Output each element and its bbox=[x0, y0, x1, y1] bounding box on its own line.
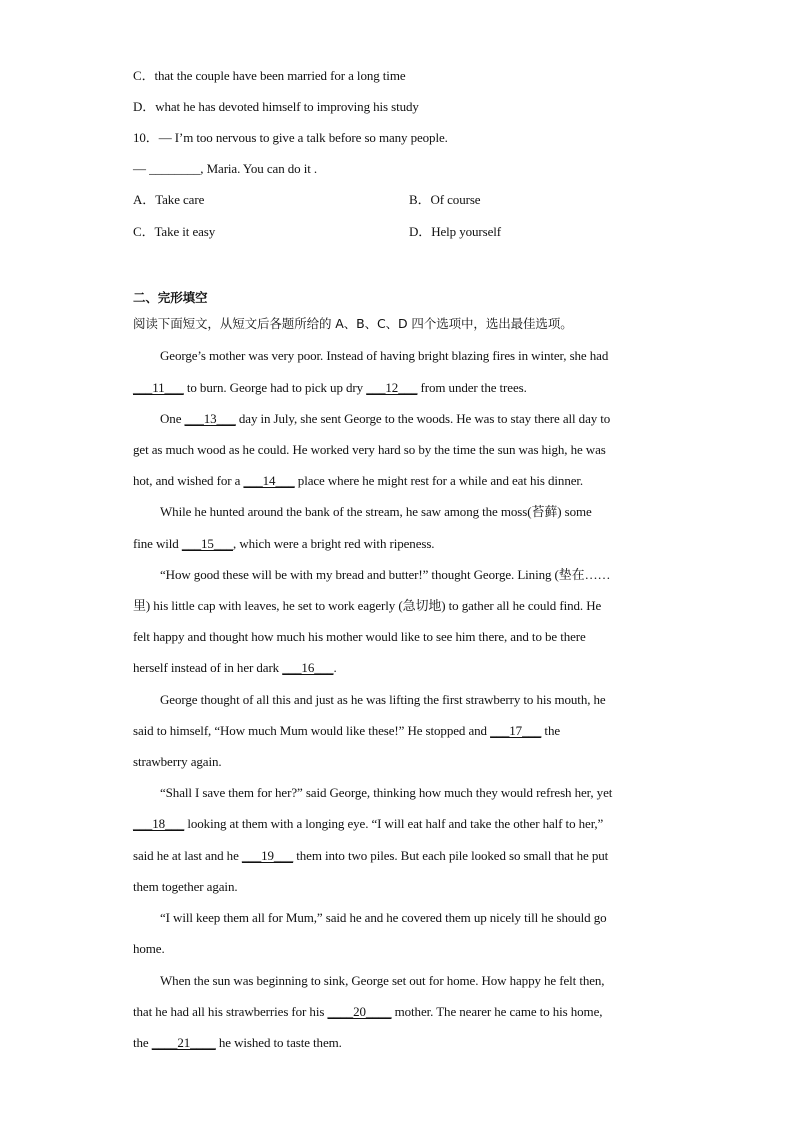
passage-line: “Shall I save them for her?” said George, thinking how much they would refresh her, yet bbox=[160, 785, 613, 800]
passage-line: When the sun was beginning to sink, George set out for home. How happy he felt then, bbox=[160, 973, 605, 988]
passage-line bbox=[133, 473, 583, 489]
passage-line: George’s mother was very poor. Instead of having bright blazing fires in winter, she had bbox=[160, 348, 609, 363]
passage-line bbox=[133, 723, 560, 739]
passage-text: the bbox=[541, 723, 561, 738]
passage-line: While he hunted around the bank of the stream, he saw among the moss(苔藓) some bbox=[160, 504, 592, 519]
blank-20: ____20____ bbox=[327, 1004, 392, 1019]
passage-text: from under the trees. bbox=[417, 380, 527, 395]
section-instruction: 阅读下面短文，从短文后各题所给的 A、B、C、D 四个选项中，选出最佳选项。 bbox=[133, 316, 573, 331]
passage-text: said he at last and he bbox=[133, 848, 242, 863]
passage-text: day in July, she sent George to the woods. He was to stay there all day to bbox=[235, 411, 611, 426]
q10-option-a: A．Take care bbox=[133, 192, 205, 207]
passage-line: strawberry again. bbox=[133, 754, 222, 769]
passage-text: place where he might rest for a while and eat his dinner. bbox=[294, 473, 584, 488]
passage-line: 里) his little cap with leaves, he set to work eagerly (急切地) to gather all he could find. He bbox=[133, 598, 602, 613]
blank-13: ___13___ bbox=[184, 411, 236, 426]
q10-response bbox=[133, 161, 317, 177]
passage-line bbox=[160, 411, 610, 427]
q10-response-text: , Maria. You can do it . bbox=[200, 161, 318, 176]
q10-option-b: B．Of course bbox=[409, 192, 481, 207]
passage-text: the bbox=[133, 1035, 152, 1050]
passage-line bbox=[133, 816, 603, 832]
passage-text: fine wild bbox=[133, 536, 182, 551]
passage-text: hot, and wished for a bbox=[133, 473, 244, 488]
passage-line: George thought of all this and just as he was lifting the first strawberry to his mouth, he bbox=[160, 692, 606, 707]
blank-18: ___18___ bbox=[133, 816, 185, 831]
passage-text: he wished to taste them. bbox=[215, 1035, 342, 1050]
passage-line: felt happy and thought how much his mother would like to see him there, and to be there bbox=[133, 629, 586, 644]
passage-line: “How good these will be with my bread and butter!” thought George. Lining (垫在…… bbox=[160, 567, 611, 582]
passage-line: them together again. bbox=[133, 879, 238, 894]
blank-14: ___14___ bbox=[243, 473, 295, 488]
passage-text: to burn. George had to pick up dry bbox=[183, 380, 367, 395]
passage-line: get as much wood as he could. He worked very hard so by the time the sun was high, he was bbox=[133, 442, 606, 457]
blank-17: ___17___ bbox=[490, 723, 542, 738]
passage-text: One bbox=[160, 411, 185, 426]
blank-12: ___12___ bbox=[366, 380, 418, 395]
blank-11: ___11___ bbox=[133, 380, 184, 395]
section-heading: 二、完形填空 bbox=[133, 290, 208, 305]
passage-line bbox=[133, 1035, 342, 1051]
passage-text: them into two piles. But each pile looked so small that he put bbox=[293, 848, 609, 863]
passage-text: mother. The nearer he came to his home, bbox=[391, 1004, 603, 1019]
blank-19: ___19___ bbox=[241, 848, 294, 863]
q9-option-d: D．what he has devoted himself to improving his study bbox=[133, 99, 419, 114]
passage-line bbox=[133, 848, 608, 864]
q10-dash: — bbox=[133, 161, 150, 176]
passage-text: . bbox=[333, 660, 337, 675]
passage-line bbox=[133, 380, 527, 396]
blank-21: ____21____ bbox=[151, 1035, 216, 1050]
q10-option-c: C．Take it easy bbox=[133, 224, 216, 239]
passage-line bbox=[133, 660, 337, 676]
passage-line bbox=[133, 536, 434, 552]
blank-16: ___16___ bbox=[282, 660, 334, 675]
q10-blank: ________ bbox=[149, 161, 201, 176]
q9-option-c: C．that the couple have been married for a long time bbox=[133, 68, 406, 83]
passage-line: home. bbox=[133, 941, 165, 956]
passage-text: said to himself, “How much Mum would like these!” He stopped and bbox=[133, 723, 491, 738]
q10-option-d: D．Help yourself bbox=[409, 224, 502, 239]
passage-text: that he had all his strawberries for his bbox=[133, 1004, 328, 1019]
passage-text: , which were a bright red with ripeness. bbox=[233, 536, 435, 551]
passage-text: looking at them with a longing eye. “I will eat half and take the other half to her,” bbox=[184, 816, 604, 831]
passage-line bbox=[133, 1004, 602, 1020]
q10-stem: 10．— I’m too nervous to give a talk before so many people. bbox=[133, 130, 448, 145]
passage-line: “I will keep them all for Mum,” said he and he covered them up nicely till he should go bbox=[160, 910, 607, 925]
blank-15: ___15___ bbox=[181, 536, 234, 551]
passage-text: herself instead of in her dark bbox=[133, 660, 283, 675]
